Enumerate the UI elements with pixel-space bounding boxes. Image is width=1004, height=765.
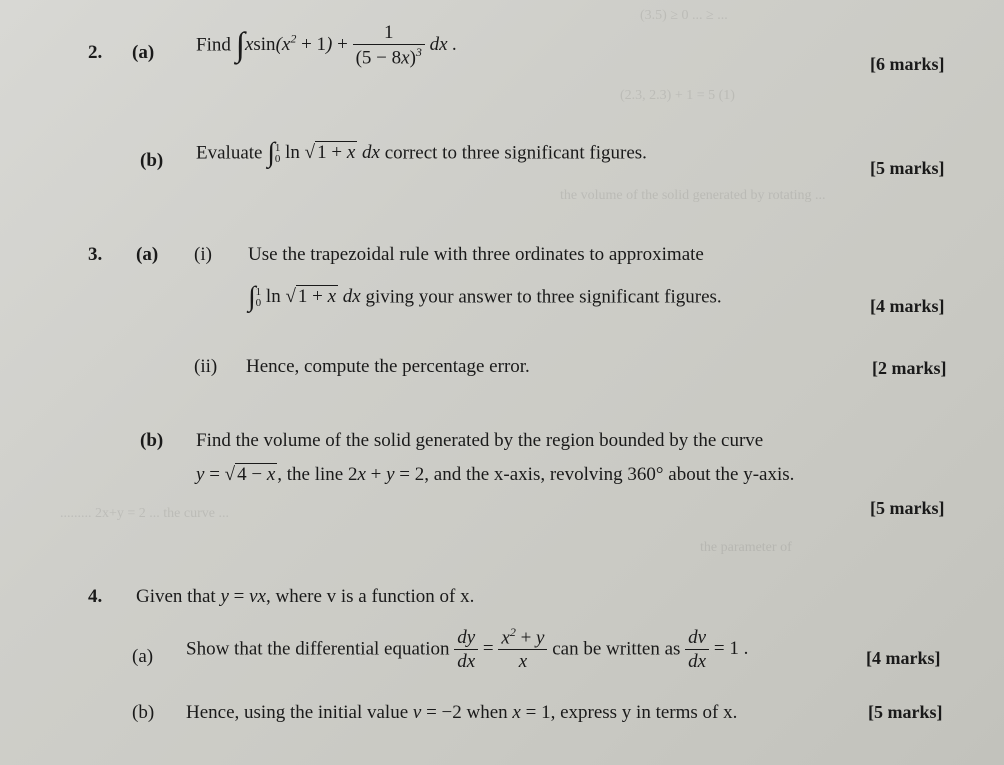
q2b-label: (b) bbox=[140, 150, 164, 171]
q4a-marks: [4 marks] bbox=[866, 648, 941, 668]
q4a-target: $\frac{dv}{dx}$ = 1 . bbox=[685, 638, 748, 659]
q4b-label: (b) bbox=[132, 702, 155, 723]
q3ai-integral-line bbox=[248, 284, 722, 312]
q3aii-label: (ii) bbox=[194, 356, 218, 377]
q3aii-marks: [2 marks] bbox=[872, 358, 947, 378]
q2a-text: Find bbox=[196, 34, 231, 56]
q3a-label: (a) bbox=[136, 244, 159, 265]
q2b-text: Evaluate bbox=[196, 142, 263, 164]
q2b-suffix: correct to three significant figures. bbox=[384, 142, 647, 164]
q2-number: 2. bbox=[88, 42, 103, 63]
q4-intro: Given that y = vx, where v is a function of x. bbox=[136, 586, 475, 607]
q4b-question: Hence, using the initial value v = −2 when x = 1, express y in terms of x. bbox=[186, 702, 738, 723]
q3aii-text: Hence, compute the percentage error. bbox=[246, 356, 530, 377]
q4a-question: Show that the differential equation $\frac{dy}{dx}$ = $\frac{x^2 + y}{x}$ can be written as $\frac{dv}{dx}$ = 1 . bbox=[186, 625, 749, 673]
q3ai-suffix: giving your answer to three significant figures. bbox=[365, 286, 722, 308]
q4a-equation: $\frac{dy}{dx}$ = $\frac{x^2 + y}{x}$ bbox=[454, 638, 552, 659]
q3ai-label: (i) bbox=[194, 244, 212, 265]
q4b-initial-v: v = −2 bbox=[412, 702, 462, 723]
q3b-marks: [5 marks] bbox=[870, 498, 945, 518]
q3ai-text: Use the trapezoidal rule with three ordinates to approximate bbox=[248, 244, 704, 265]
q2b-question bbox=[196, 140, 647, 168]
q4b-initial-x: x = 1 bbox=[512, 702, 551, 723]
q4-substitution: y = vx bbox=[220, 586, 266, 607]
q2a-integral: $\int xsin(x^2 + 1)$ + $\frac{1}{(5 - 8x)^3}$ dx . bbox=[235, 22, 458, 69]
q3-number: 3. bbox=[88, 244, 103, 265]
q4-number: 4. bbox=[88, 586, 103, 607]
q3b-line1: Find the volume of the solid generated by the region bounded by the curve bbox=[196, 430, 764, 451]
q4b-marks: [5 marks] bbox=[868, 702, 943, 722]
q3ai-integral: ∫ 1 0 ln √ 1 + x dx bbox=[248, 282, 366, 313]
q4a-label: (a) bbox=[132, 646, 154, 667]
q3b-curve: y = √ 4 − x bbox=[196, 464, 276, 485]
q3ai-marks: [4 marks] bbox=[870, 296, 945, 316]
q3b-angle: 360° bbox=[627, 464, 664, 485]
q3b-label: (b) bbox=[140, 430, 164, 451]
q3b-line2: y = √ 4 − x , the line 2x + y = 2, and the x-axis, revolving 360° about the y-axis. bbox=[196, 464, 795, 485]
q2a-question bbox=[196, 22, 457, 70]
q2b-integral: ∫ 1 0 ln √ 1 + x dx bbox=[267, 138, 385, 169]
q3b-line-eq: 2x + y = 2 bbox=[347, 464, 425, 485]
q2b-marks: [5 marks] bbox=[870, 158, 945, 178]
q2a-label: (a) bbox=[132, 42, 155, 63]
q2a-marks: [6 marks] bbox=[870, 54, 945, 74]
